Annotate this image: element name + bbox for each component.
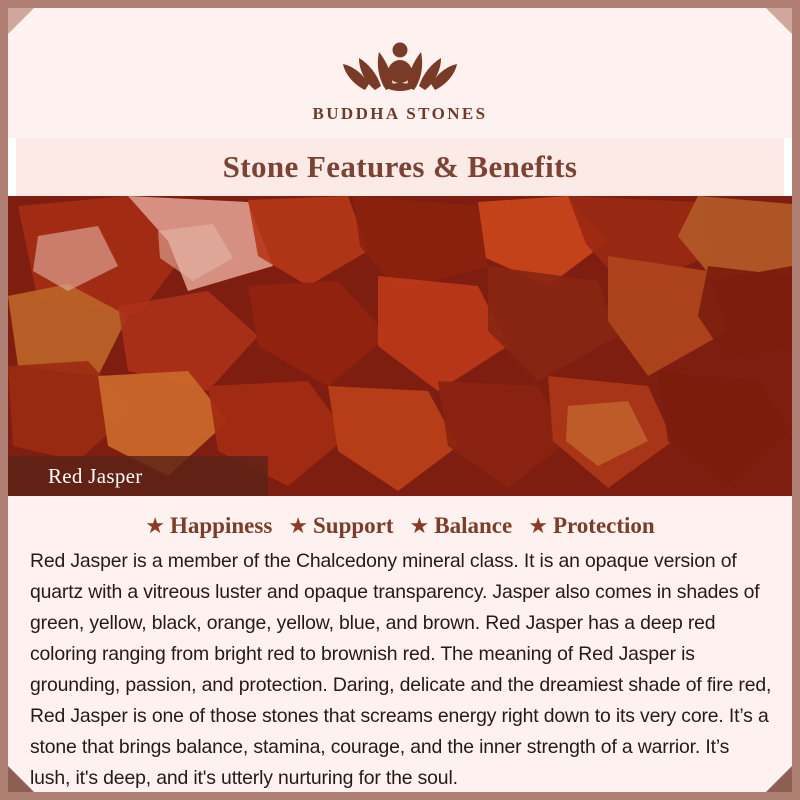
- stone-name-caption: Red Jasper: [48, 463, 143, 488]
- title-banner: [8, 138, 792, 196]
- title-banner-left-cap: [8, 138, 16, 196]
- benefit-item-balance: [410, 513, 513, 539]
- poster-frame-inner: [8, 8, 792, 792]
- benefits-row: [8, 504, 792, 548]
- brand-name: BUDDHA STONES: [312, 104, 488, 123]
- star-icon: ★: [145, 513, 165, 538]
- title-banner-right-cap: [784, 138, 792, 196]
- page-title: Stone Features & Benefits: [222, 149, 578, 184]
- benefit-item-support: [288, 513, 393, 539]
- brand-header: [8, 8, 792, 140]
- star-icon: ★: [409, 513, 430, 538]
- benefit-item-happiness: [145, 513, 272, 539]
- lotus-meditation-figure-icon: [325, 24, 475, 102]
- stone-photo-chunks: [8, 196, 792, 496]
- star-icon: ★: [528, 513, 548, 538]
- star-icon: ★: [288, 513, 308, 538]
- stone-photo: [8, 196, 792, 496]
- benefit-item-protection: [528, 513, 655, 539]
- benefit-label: Protection: [552, 513, 655, 538]
- benefit-label: Happiness: [170, 513, 273, 538]
- benefit-label: Support: [313, 513, 394, 538]
- stone-description: Red Jasper is a member of the Chalcedony mineral class. It is an opaque version of quartz with a vitreous luster and opaque transparency. Jasper also comes in shades of green, yellow, black, orange, yellow, blue, and brown. Red Jasper has a deep red coloring ranging from bright red to brownish red. The meaning of Red Jasper is grounding, passion, and protection. Daring, delicate and the dreamiest shade of fire red, Red Jasper is one of those stones that screams energy right down to its very core. It’s a stone that brings balance, stamina, courage, and the inner strength of a warrior. It’s lush, it's deep, and it's utterly nurturing for the soul.: [30, 550, 772, 789]
- benefit-label: Balance: [434, 513, 513, 538]
- photo-caption-ribbon: [8, 456, 268, 496]
